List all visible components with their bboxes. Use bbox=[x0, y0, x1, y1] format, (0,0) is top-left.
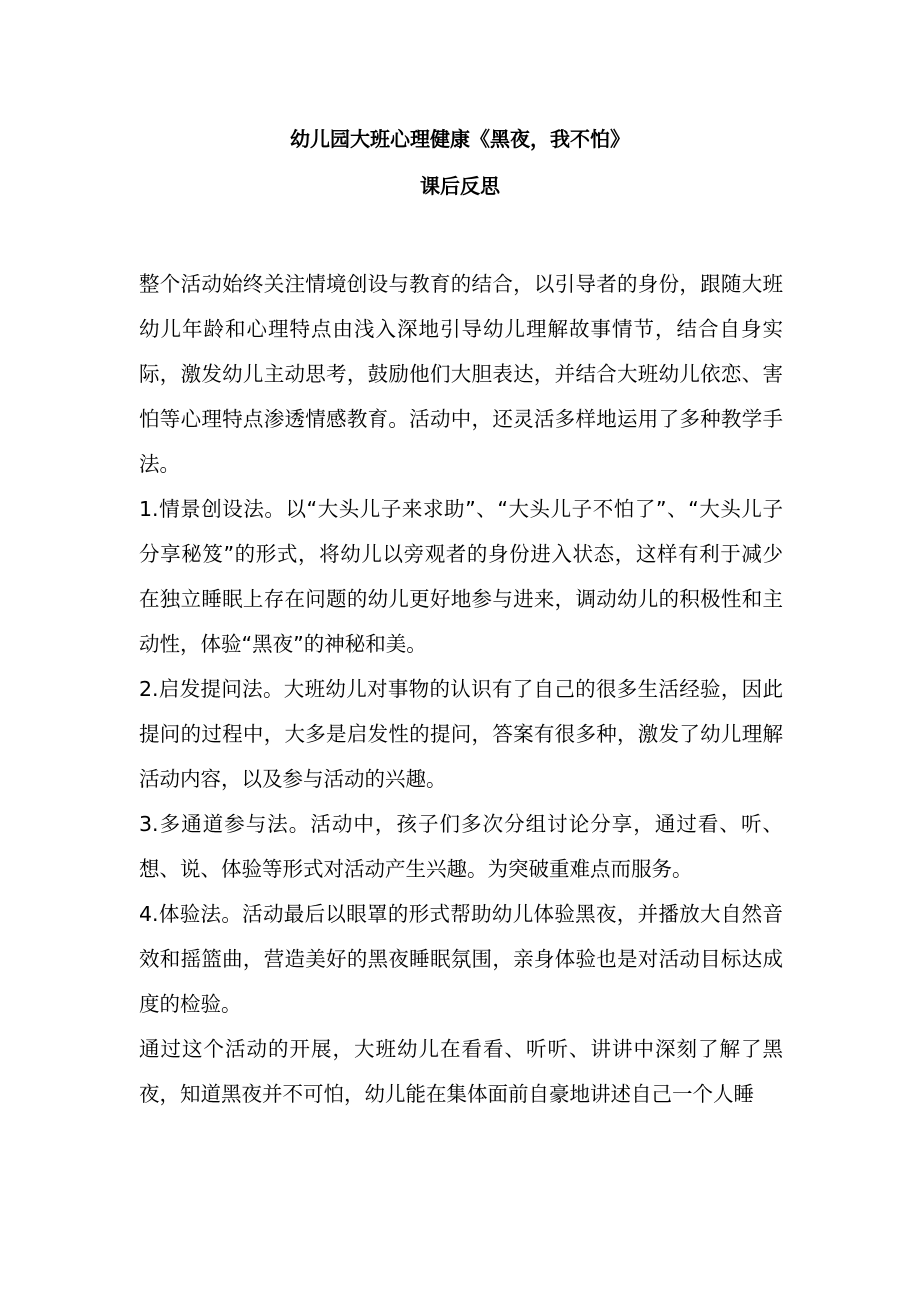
paragraph-method-2: 2.启发提问法。大班幼儿对事物的认识有了自己的很多生活经验，因此提问的过程中，大多是启发性的提问，答案有很多种，激发了幼儿理解活动内容，以及参与活动的兴趣。 bbox=[139, 677, 783, 791]
document-body bbox=[139, 262, 783, 1117]
document-subtitle: 课后反思 bbox=[420, 174, 500, 198]
document-title: 幼儿园大班心理健康《黑夜，我不怕》 bbox=[290, 127, 630, 151]
paragraph-conclusion: 通过这个活动的开展，大班幼儿在看看、听听、讲讲中深刻了解了黑夜，知道黑夜并不可怕，幼儿能在集体面前自豪地讲述自己一个人睡 bbox=[139, 1037, 783, 1106]
paragraph-method-3: 3.多通道参与法。活动中，孩子们多次分组讨论分享，通过看、听、想、说、体验等形式对活动产生兴趣。为突破重难点而服务。 bbox=[139, 812, 783, 881]
paragraph-method-1: 1.情景创设法。以“大头儿子来求助”、“大头儿子不怕了”、“大头儿子分享秘笈”的形式，将幼儿以旁观者的身份进入状态，这样有利于减少在独立睡眠上存在问题的幼儿更好地参与进来，调动幼儿的积极性和主动性，体验“黑夜”的神秘和美。 bbox=[139, 497, 783, 656]
paragraph-method-4: 4.体验法。活动最后以眼罩的形式帮助幼儿体验黑夜，并播放大自然音效和摇篮曲，营造美好的黑夜睡眠氛围，亲身体验也是对活动目标达成度的检验。 bbox=[139, 902, 783, 1016]
paragraph-intro: 整个活动始终关注情境创设与教育的结合，以引导者的身份，跟随大班幼儿年龄和心理特点由浅入深地引导幼儿理解故事情节，结合自身实际，激发幼儿主动思考，鼓励他们大胆表达，并结合大班幼儿依恋、害怕等心理特点渗透情感教育。活动中，还灵活多样地运用了多种教学手法。 bbox=[139, 272, 783, 476]
